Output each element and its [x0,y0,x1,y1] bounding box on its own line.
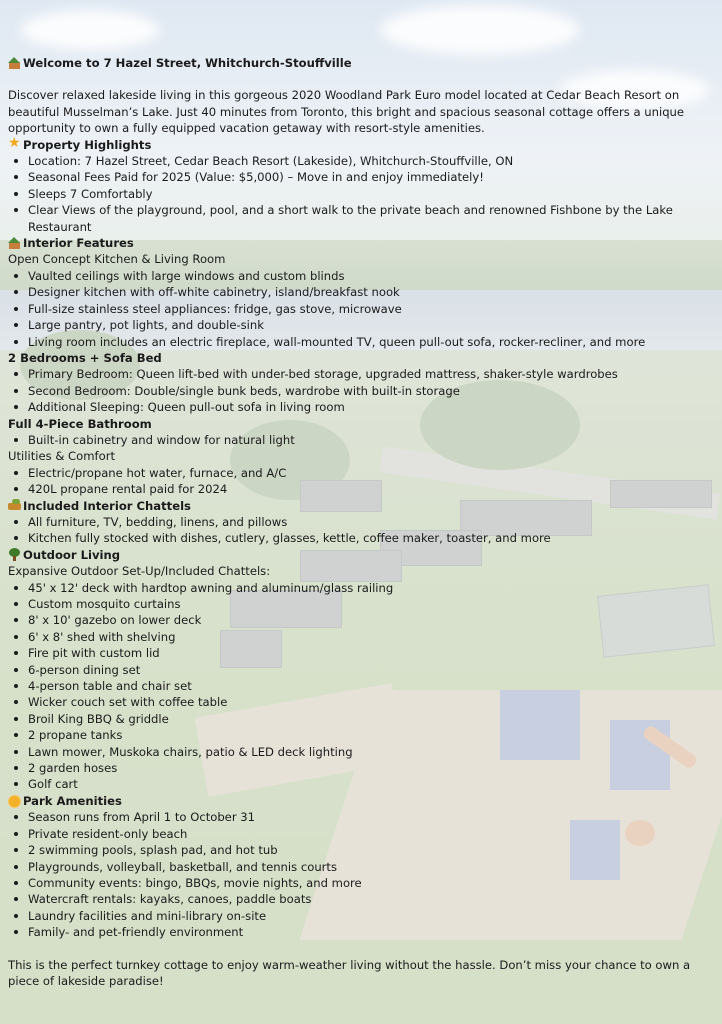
list-item: Family- and pet-friendly environment [8,924,714,940]
list-item: 2 garden hoses [8,760,714,776]
subheading-bathroom: Full 4-Piece Bathroom [8,416,152,431]
list-item: Additional Sleeping: Queen pull-out sofa in living room [8,399,714,415]
list-item: 2 swimming pools, splash pad, and hot tub [8,842,714,858]
house-icon [8,57,21,70]
section-heading-chattels: Included Interior Chattels [8,498,714,514]
list-item: Living room includes an electric fireplace, wall-mounted TV, queen pull-out sofa, rocker-recliner, and more [8,334,714,350]
list-item: Full-size stainless steel appliances: fridge, gas stove, microwave [8,301,714,317]
list-item: Golf cart [8,776,714,792]
highlights-list [8,153,714,235]
list-item: Kitchen fully stocked with dishes, cutlery, glasses, kettle, coffee maker, toaster, and more [8,530,714,546]
list-item: Custom mosquito curtains [8,596,714,612]
closing-paragraph: This is the perfect turnkey cottage to enjoy warm-weather living without the hassle. Don’t miss your chance to own a piece of lakeside paradise! [8,957,691,988]
list-item: Built-in cabinetry and window for natural light [8,432,714,448]
subheading-kitchen: Open Concept Kitchen & Living Room [8,252,226,267]
kitchen-list [8,268,714,350]
section-heading-park: Park Amenities [8,793,714,809]
list-item: 420L propane rental paid for 2024 [8,481,714,497]
list-item: Sleeps 7 Comfortably [8,186,714,202]
tree-icon [8,548,21,561]
section-heading-interior: Interior Features [8,235,714,251]
list-item: Laundry facilities and mini-library on-site [8,908,714,924]
list-item: Electric/propane hot water, furnace, and A/C [8,465,714,481]
list-item: All furniture, TV, bedding, linens, and pillows [8,514,714,530]
list-item: Private resident-only beach [8,826,714,842]
bedrooms-list [8,366,714,415]
list-item: Broil King BBQ & griddle [8,711,714,727]
list-item: Vaulted ceilings with large windows and custom blinds [8,268,714,284]
list-item: 4-person table and chair set [8,678,714,694]
house-icon [8,237,21,250]
list-item: Location: 7 Hazel Street, Cedar Beach Resort (Lakeside), Whitchurch-Stouffville, ON [8,153,714,169]
list-item: Primary Bedroom: Queen lift-bed with under-bed storage, upgraded mattress, shaker-style wardrobes [8,366,714,382]
utilities-list [8,465,714,498]
list-item: Designer kitchen with off-white cabinetry, island/breakfast nook [8,284,714,300]
list-item: Seasonal Fees Paid for 2025 (Value: $5,000) – Move in and enjoy immediately! [8,169,714,185]
list-item: Watercraft rentals: kayaks, canoes, paddle boats [8,891,714,907]
subheading-utilities: Utilities & Comfort [8,449,116,464]
chattels-list [8,514,714,547]
list-item: Fire pit with custom lid [8,645,714,661]
list-item: 6-person dining set [8,662,714,678]
list-item: Wicker couch set with coffee table [8,694,714,710]
couch-icon [8,499,21,512]
list-item: Playgrounds, volleyball, basketball, and tennis courts [8,859,714,875]
list-item: Lawn mower, Muskoka chairs, patio & LED deck lighting [8,744,714,760]
park-list [8,809,714,940]
listing-title: Welcome to 7 Hazel Street, Whitchurch-Stouffville [8,55,714,71]
section-heading-highlights: ★ Property Highlights [8,137,714,153]
list-item: Clear Views of the playground, pool, and a short walk to the private beach and renowned Fishbone by the Lake Restaurant [8,202,714,235]
subheading-bedrooms: 2 Bedrooms + Sofa Bed [8,350,162,365]
list-item: 6' x 8' shed with shelving [8,629,714,645]
list-item: 45' x 12' deck with hardtop awning and aluminum/glass railing [8,580,714,596]
sun-icon [8,795,21,808]
list-item: Large pantry, pot lights, and double-sink [8,317,714,333]
list-item: Second Bedroom: Double/single bunk beds, wardrobe with built-in storage [8,383,714,399]
list-item: Season runs from April 1 to October 31 [8,809,714,825]
list-item: Community events: bingo, BBQs, movie nights, and more [8,875,714,891]
outdoor-list [8,580,714,793]
section-heading-outdoor: Outdoor Living [8,547,714,563]
intro-paragraph: Discover relaxed lakeside living in this gorgeous 2020 Woodland Park Euro model located at Cedar Beach Resort on beautiful Musselman’s Lake. Just 40 minutes from Toronto, this bright and spacious seasonal cottage offers a unique opportunity to own a fully equipped vacation getaway with resort-style amenities. [8,88,685,136]
subheading-outdoor: Expansive Outdoor Set-Up/Included Chattels: [8,564,271,579]
star-icon [8,138,21,151]
list-item: 2 propane tanks [8,727,714,743]
bathroom-list [8,432,714,448]
list-item: 8' x 10' gazebo on lower deck [8,612,714,628]
